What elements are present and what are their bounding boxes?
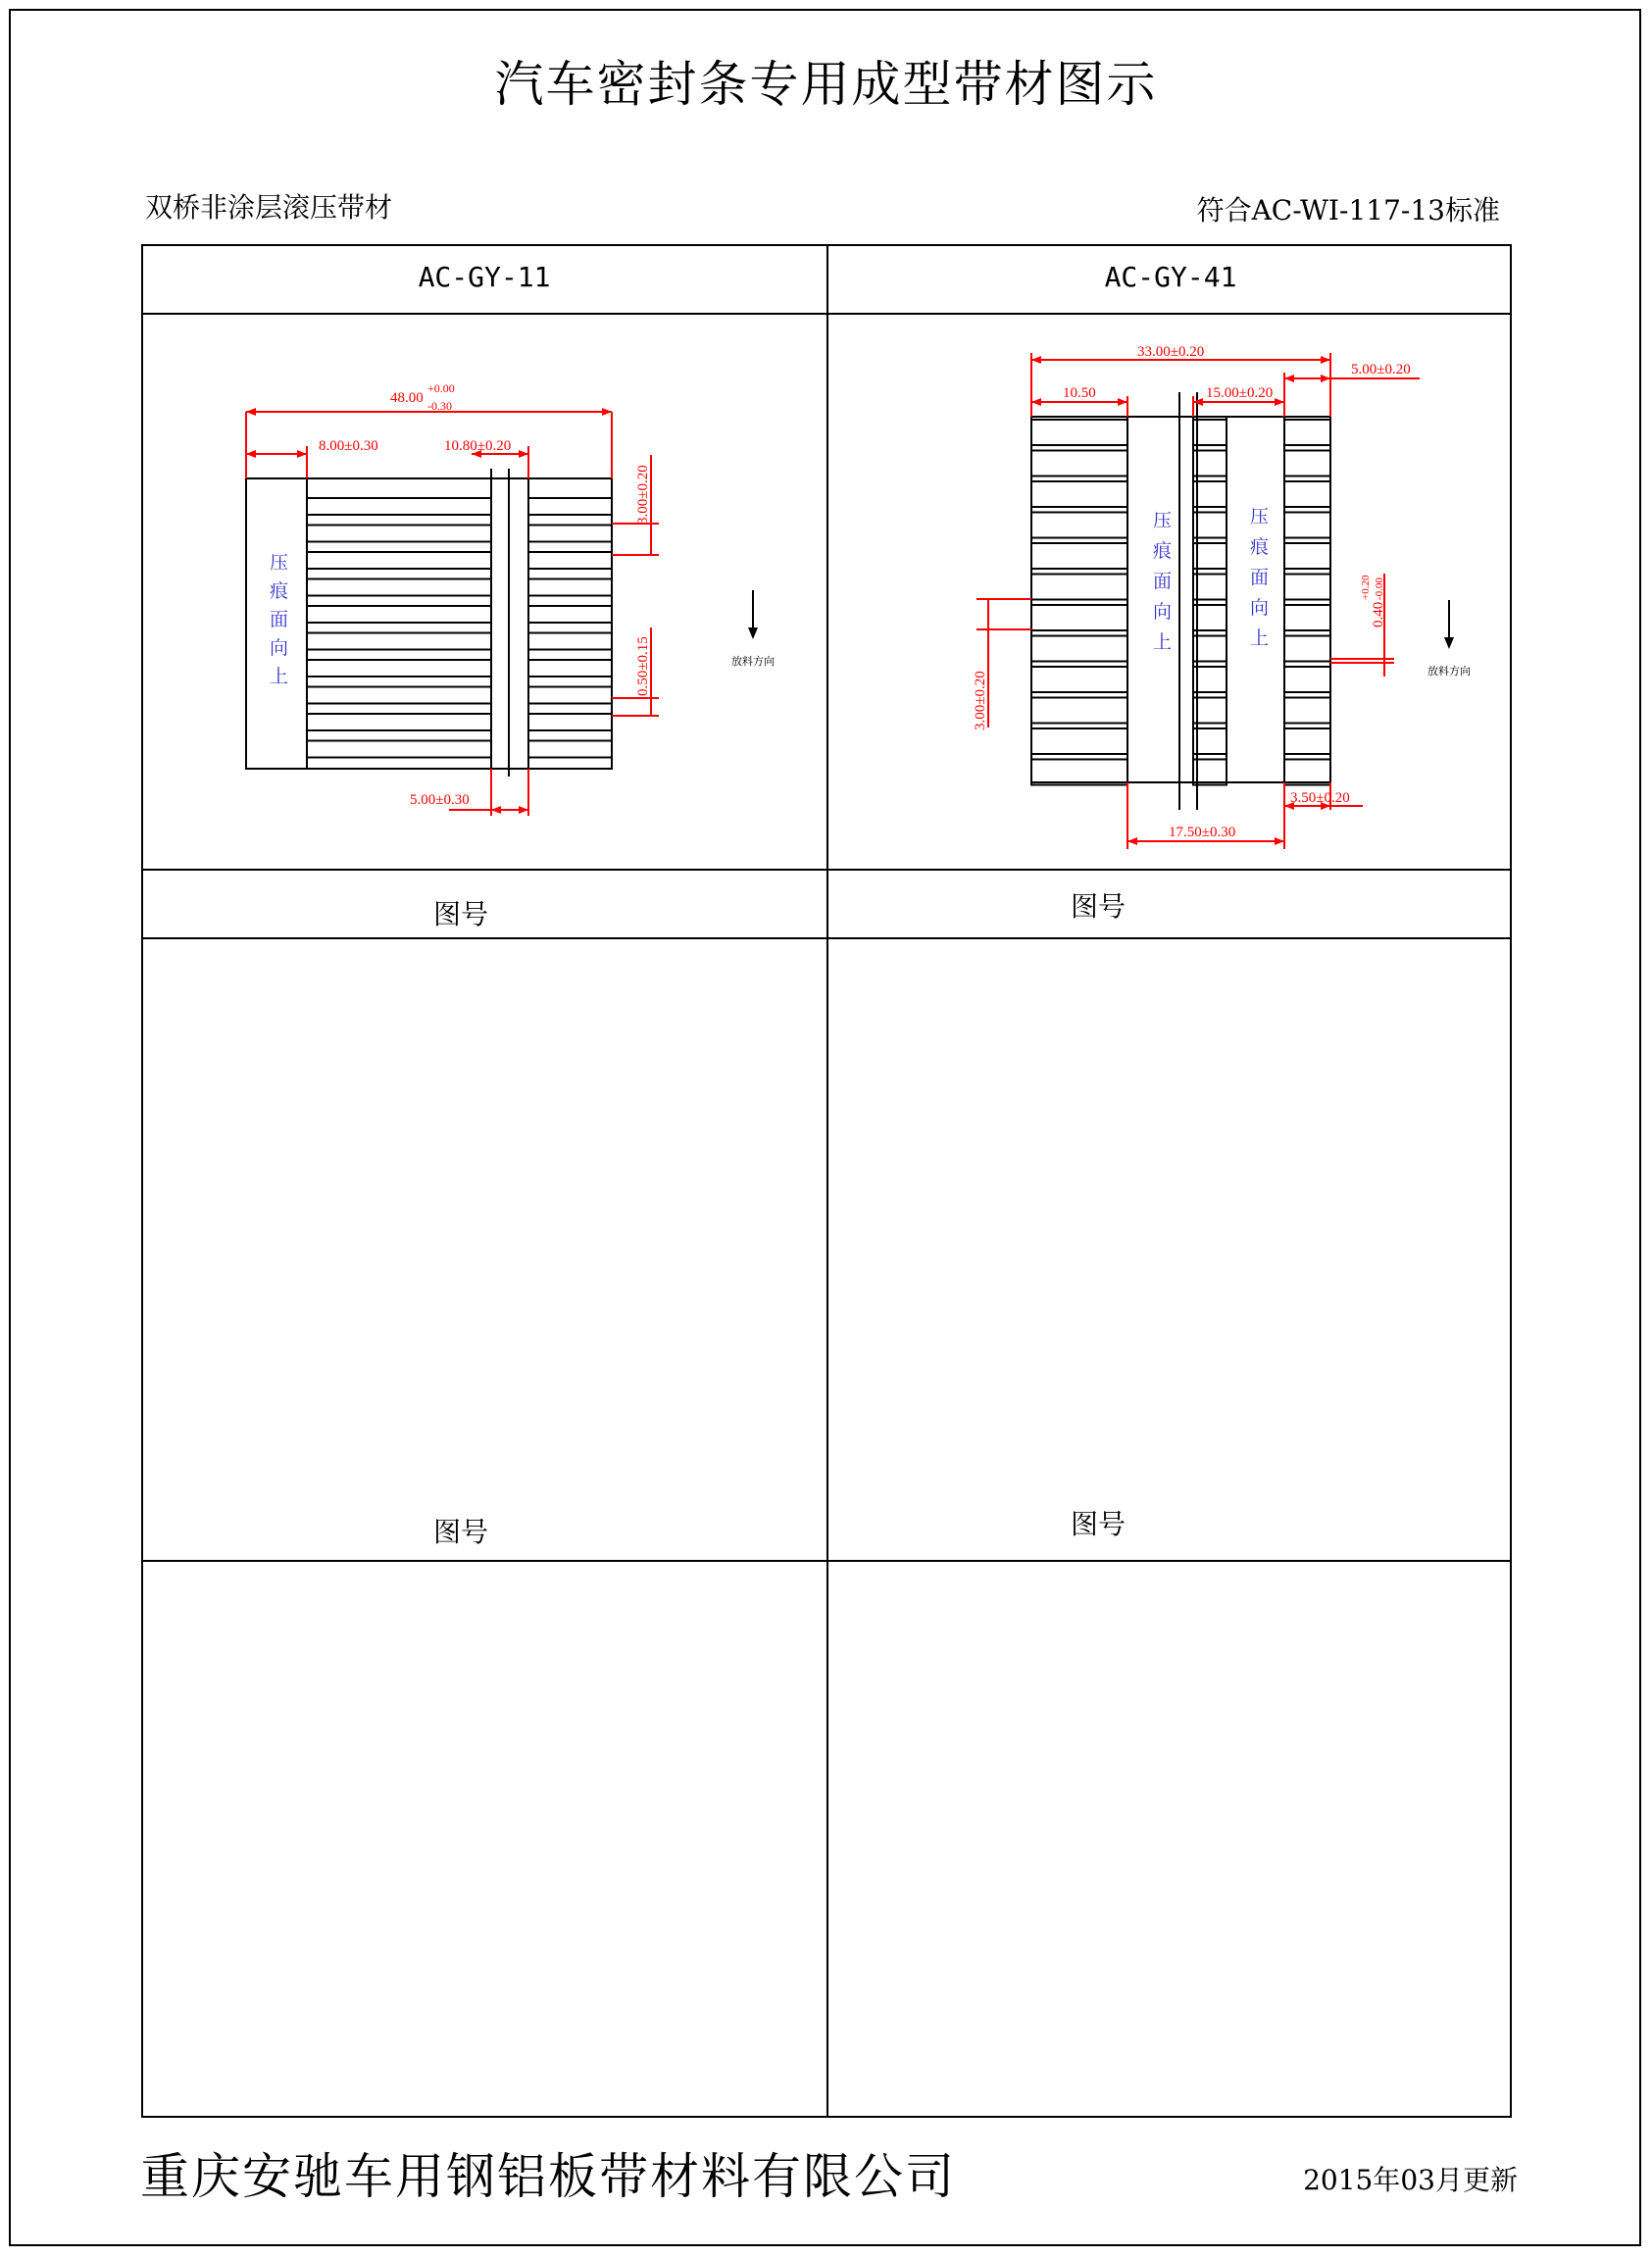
dim-bottom-width: 17.50±0.30 xyxy=(1169,825,1236,840)
slot xyxy=(307,687,491,704)
dim-bridge-right: 3.50±0.20 xyxy=(1290,790,1350,806)
slot xyxy=(1284,760,1330,785)
feed-direction-label: 放料方向 xyxy=(1427,666,1471,677)
slot xyxy=(1031,760,1127,785)
indent-face-up-note: 压痕面向上 xyxy=(270,553,289,687)
dim-pitch: 3.00±0.20 xyxy=(973,671,988,730)
dim-overall-tol-upper: +0.00 xyxy=(427,381,455,395)
slot xyxy=(307,660,491,677)
center-bridge-lines xyxy=(1179,392,1197,810)
dim-bridge-offset: 5.00±0.30 xyxy=(410,792,470,808)
strip-drawing-gy11 xyxy=(143,314,824,867)
slot-pattern xyxy=(307,498,612,758)
dim-slot-tol-lower: -0.00 xyxy=(1374,577,1385,600)
slot xyxy=(1031,513,1127,538)
strip-drawing-gy41 xyxy=(827,314,1508,867)
slot xyxy=(1284,698,1330,724)
slot xyxy=(307,579,491,596)
slot xyxy=(1193,451,1226,476)
slot xyxy=(528,633,612,650)
slot xyxy=(1193,728,1226,754)
slot xyxy=(1284,420,1330,445)
slot xyxy=(1031,451,1127,476)
slot xyxy=(1031,636,1127,662)
figure-number-label: 图号 xyxy=(432,1516,488,1548)
slot xyxy=(307,714,491,730)
dim-overall-width: 33.00±0.20 xyxy=(1137,344,1205,360)
slot xyxy=(1284,636,1330,662)
slot xyxy=(1284,513,1330,538)
indent-face-up-note: 压痕面向上 xyxy=(1153,511,1173,653)
slot xyxy=(528,552,612,569)
dimension-arrows xyxy=(246,408,612,814)
slot xyxy=(528,687,612,704)
slot xyxy=(1284,543,1330,569)
dim-slot-width: 0.50±0.15 xyxy=(635,636,651,696)
slot xyxy=(1284,605,1330,630)
company-name: 重庆安驰车用钢铝板带材料有限公司 xyxy=(140,2148,956,2205)
slot xyxy=(528,526,612,542)
slot-pattern xyxy=(1031,420,1330,785)
slot xyxy=(307,633,491,650)
product-type-label: 双桥非涂层滚压带材 xyxy=(145,191,393,224)
slot xyxy=(528,714,612,730)
feed-direction-arrow-icon xyxy=(748,590,758,639)
dim-overall-width: 48.00 xyxy=(390,390,424,406)
dim-slot-tol-upper: +0.20 xyxy=(1360,575,1372,600)
slot xyxy=(1031,481,1127,507)
slot xyxy=(1193,481,1226,507)
slot xyxy=(1193,575,1226,600)
standard-label: 符合AC-WI-117-13标准 xyxy=(1196,194,1500,226)
slot xyxy=(1193,760,1226,785)
dim-slot-width: 0.40 xyxy=(1371,601,1386,627)
slot xyxy=(307,741,491,758)
slot xyxy=(528,498,612,515)
dimension-texts xyxy=(973,344,1411,840)
dim-edge-left: 10.50 xyxy=(1063,385,1096,401)
feed-direction-label: 放料方向 xyxy=(731,656,775,668)
slot xyxy=(1193,420,1226,445)
slot xyxy=(1031,667,1127,692)
slot xyxy=(307,606,491,623)
slot xyxy=(1284,451,1330,476)
slot xyxy=(1193,605,1226,630)
slot xyxy=(1284,667,1330,692)
figure-number-label: 图号 xyxy=(432,898,488,930)
slot xyxy=(528,660,612,677)
figure-number-label: 图号 xyxy=(1070,1508,1126,1540)
slot xyxy=(528,741,612,758)
dim-pitch: 3.00±0.20 xyxy=(635,465,651,525)
slot xyxy=(1193,543,1226,569)
slot xyxy=(1284,481,1330,507)
slot xyxy=(1193,698,1226,724)
feed-direction-arrow-icon xyxy=(1444,600,1454,649)
dimension-lines xyxy=(246,412,659,816)
slot xyxy=(1193,667,1226,692)
slot xyxy=(307,552,491,569)
slot xyxy=(1284,728,1330,754)
part-number-gy11: AC-GY-11 xyxy=(418,261,551,293)
dim-overall-tol-lower: -0.30 xyxy=(427,399,452,413)
document-title: 汽车密封条专用成型带材图示 xyxy=(494,56,1158,113)
slot xyxy=(528,579,612,596)
slot xyxy=(307,526,491,542)
slot xyxy=(1031,605,1127,630)
slot xyxy=(1031,543,1127,569)
dim-center-width: 10.80±0.20 xyxy=(444,438,512,454)
figure-number-label: 图号 xyxy=(1070,890,1126,923)
slot xyxy=(1031,420,1127,445)
indent-face-up-note: 压痕面向上 xyxy=(1250,507,1270,649)
center-bridge-lines xyxy=(491,469,509,777)
slot xyxy=(1284,575,1330,600)
slot xyxy=(1193,513,1226,538)
dim-edge-width: 8.00±0.30 xyxy=(319,438,378,454)
part-number-gy41: AC-GY-41 xyxy=(1104,261,1237,293)
slot xyxy=(528,606,612,623)
slot xyxy=(1031,728,1127,754)
dim-center-width: 15.00±0.20 xyxy=(1206,385,1274,401)
slot xyxy=(1031,698,1127,724)
slot xyxy=(1031,575,1127,600)
dim-edge-right: 5.00±0.20 xyxy=(1351,362,1411,377)
slot xyxy=(1193,636,1226,662)
revision-date: 2015年03月更新 xyxy=(1303,2164,1518,2196)
slot xyxy=(307,498,491,515)
